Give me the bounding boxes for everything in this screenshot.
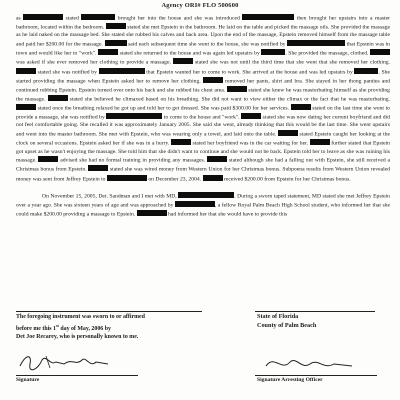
redaction-bar	[207, 156, 227, 162]
redaction-bar	[137, 210, 167, 216]
redaction-bar	[173, 58, 193, 64]
redaction-bar	[354, 68, 378, 74]
redaction-bar	[105, 40, 127, 46]
redaction-bar	[175, 201, 215, 207]
signature-line-right	[255, 375, 377, 376]
redaction-bar	[38, 156, 58, 162]
redaction-bar	[287, 40, 345, 46]
redaction-bar	[48, 95, 68, 101]
redaction-bar	[261, 49, 285, 55]
handwritten-signature-left	[16, 350, 136, 372]
jurisdiction-block: State of Florida County of Palm Beach	[257, 313, 317, 329]
redaction-bar	[241, 113, 261, 119]
redaction-bar	[178, 192, 234, 198]
redaction-bar	[107, 175, 147, 181]
redaction-bar	[227, 86, 247, 92]
arresting-officer-caption: Signature Arresting Officer	[257, 377, 323, 383]
redaction-bar	[278, 130, 298, 136]
footer-rule-right	[255, 311, 375, 312]
redaction-bar	[242, 14, 294, 20]
redaction-bar	[291, 104, 311, 110]
paragraph-1: as stated brought her into the house and she was introduced then brought her upstairs into a master bathroom, located within the bedroom. stated she met Epstein in the bathroom. He laid on the table and picked the massage oils. She provided the massage as he laid naked on the massage bed. She stated she rubbed his calves and back area. Upon the end of the massage, Epstein removed himself from the massage table and paid her $200.00 for the massage. said each subsequent time she went to the house, she was notified by that Epstein was in town and would like her to "work". stated she returned to the house and was again led upstairs by . She provided the massage, clothed. was asked if she ever removed her clothing to provide a massage. stated she was not until the third time that she went that she removed her clothing. stated she was notified by that Epstein wanted her to come to work. She arrived at the house and was led upstairs by . She started providing the massage when Epstein asked her to remove her clothing. removed her pants, shirt and bra. She stayed in her thong panties and continued rubbing Epstein. Epstein turned over onto his back and she rubbed his chest area. stated she knew he was masturbating himself as she providing the massage. stated she believed he climaxed based on his breathing. She did not want to view either the climax or the fact that he was masturbating. stated once the breathing relaxed he got up and told her to get dressed. She was paid $300.00 for her services. stated on the last time she went to provide a massage, she was notified by to come to the house and "work". stated she was now dating her current boyfriend and did not feel comfortable going. She recalled it was approximately January 2005. She said she went, already thinking that this would be the last time. She went upstairs and went into the master bathroom. She met with Epstein, who was wearing only a towel, and laid onto the table. stated Epstein caught her looking at the clock on several occasions. Epstein asked her if she was in a hurry. stated her boyfriend was in the car waiting for her. further stated that Epstein got upset as he wasn't enjoying the massage. She told him that she didn't want to continue and she would not be back. Epstein told her to leave as she was ruining his massage. advised she had no formal training in providing any massages. stated although she had a falling out with Epstein, she still received a Christmas bonus from Epstein. stated she was wired money from Western Union for her Christmas bonus. Subpoena results from Western Union revealed money was sent from Jeffrey Epstein to on December 23, 2004. received $200.00 from Epstein for her Christmas bonus.	[16, 15, 391, 182]
redaction-bar	[106, 113, 162, 119]
redaction-bar	[203, 77, 223, 83]
redaction-bar	[23, 14, 63, 20]
sworn-statement: The foregoing instrument was sworn to or affirmed before me this 1st day of May, 2006 by Det Joe Recarey, who is personally known to me.	[16, 314, 145, 341]
signature-caption: Signature	[16, 377, 40, 383]
redaction-bar	[203, 175, 223, 181]
redaction-bar	[16, 104, 36, 110]
redaction-bar	[16, 68, 36, 74]
redaction-bar	[370, 49, 390, 55]
footer-rule-left	[16, 311, 202, 312]
redaction-bar	[88, 165, 108, 171]
redaction-bar	[98, 49, 118, 55]
statement-body	[16, 14, 390, 219]
signature-line-left	[16, 375, 138, 376]
handwritten-signature-right	[262, 352, 372, 374]
redaction-bar	[171, 139, 191, 145]
redaction-bar	[106, 23, 126, 29]
paragraph-2: On November 15, 2005, Det. Sandman and I met with MD, . During a sworn taped statement, MD stated she met Jeffrey Epstein over a year ago. She was sixteen years of age and was approached by , a fellow Royal Palm Beach High School student, who informed her that she could make $200.00 providing a massage to Epstein. had informed her that she would have to provide this	[16, 192, 391, 218]
agency-header: Agency ORI# FLO 500600	[161, 2, 239, 9]
redaction-bar	[81, 14, 115, 20]
redaction-bar	[310, 139, 330, 145]
redaction-bar	[99, 68, 145, 74]
